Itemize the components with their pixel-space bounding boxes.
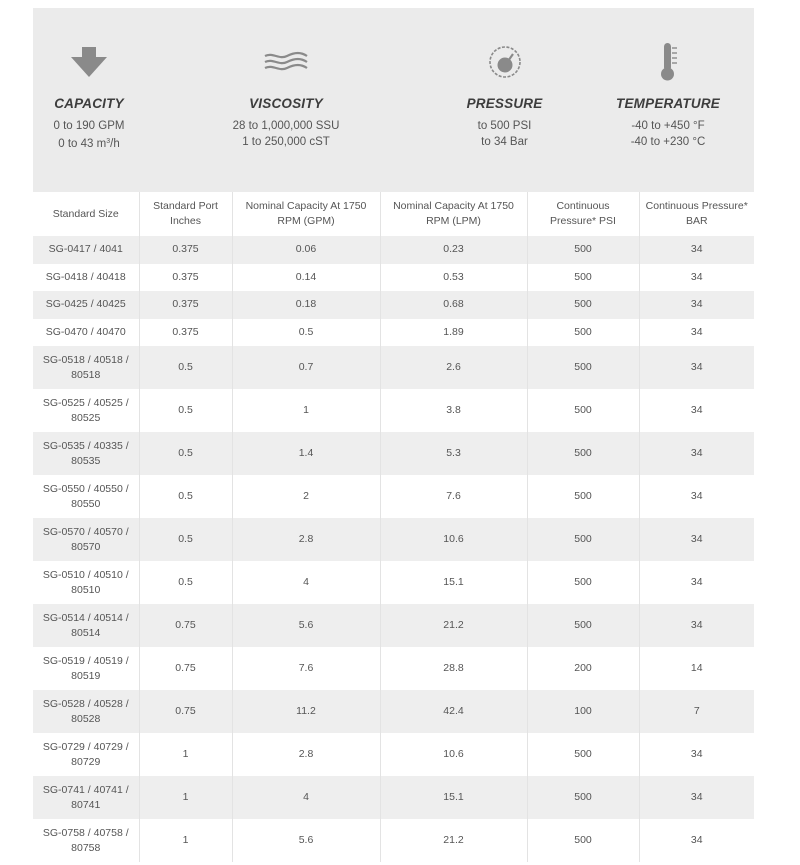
cell-lpm: 0.53	[380, 264, 527, 292]
cell-psi: 500	[527, 319, 639, 347]
table-row	[33, 604, 754, 647]
table-row	[33, 264, 754, 292]
cell-gpm: 4	[232, 776, 380, 819]
cell-size: SG-0510 / 40510 / 80510	[33, 561, 139, 604]
cell-size: SG-0418 / 40418	[33, 264, 139, 292]
cell-size: SG-0729 / 40729 / 80729	[33, 733, 139, 776]
header-pressure-psi: Continuous Pressure* PSI	[527, 192, 639, 236]
cell-bar: 34	[639, 319, 754, 347]
cell-lpm: 10.6	[380, 518, 527, 561]
cell-lpm: 0.68	[380, 291, 527, 319]
spec-value: 0 to 190 GPM	[53, 120, 125, 132]
spec-value: 28 to 1,000,000 SSU	[232, 120, 340, 132]
cell-size: SG-0514 / 40514 / 80514	[33, 604, 139, 647]
table-row	[33, 561, 754, 604]
product-specs	[33, 8, 754, 862]
table-header-row	[33, 192, 754, 236]
cell-psi: 500	[527, 604, 639, 647]
cell-gpm: 2.8	[232, 733, 380, 776]
table-row	[33, 319, 754, 347]
cell-psi: 500	[527, 264, 639, 292]
cell-port: 0.75	[139, 604, 232, 647]
cell-psi: 500	[527, 236, 639, 264]
header-capacity-lpm: Nominal Capacity At 1750 RPM (LPM)	[380, 192, 527, 236]
cell-size: SG-0470 / 40470	[33, 319, 139, 347]
cell-bar: 34	[639, 604, 754, 647]
cell-size: SG-0528 / 40528 / 80528	[33, 690, 139, 733]
spec-value: -40 to +230 °C	[630, 136, 706, 148]
table-row	[33, 389, 754, 432]
spec-title: TEMPERATURE	[616, 96, 720, 111]
cell-port: 0.375	[139, 264, 232, 292]
cell-gpm: 0.18	[232, 291, 380, 319]
cell-size: SG-0425 / 40425	[33, 291, 139, 319]
cell-gpm: 4	[232, 561, 380, 604]
cell-size: SG-0570 / 40570 / 80570	[33, 518, 139, 561]
cell-bar: 34	[639, 518, 754, 561]
spec-title: PRESSURE	[466, 96, 543, 111]
table-row	[33, 690, 754, 733]
cell-lpm: 21.2	[380, 819, 527, 862]
cell-port: 0.5	[139, 432, 232, 475]
specs-panel	[33, 8, 754, 192]
cell-size: SG-0518 / 40518 / 80518	[33, 346, 139, 389]
capacity-icon	[33, 40, 145, 84]
cell-bar: 34	[639, 389, 754, 432]
cell-size: SG-0535 / 40335 / 80535	[33, 432, 139, 475]
header-pressure-bar: Continuous Pressure* BAR	[639, 192, 754, 236]
cell-lpm: 15.1	[380, 561, 527, 604]
cell-gpm: 5.6	[232, 819, 380, 862]
cell-bar: 34	[639, 475, 754, 518]
cell-port: 1	[139, 819, 232, 862]
cell-gpm: 11.2	[232, 690, 380, 733]
spec-title: CAPACITY	[54, 96, 124, 111]
table-row	[33, 346, 754, 389]
cell-gpm: 1.4	[232, 432, 380, 475]
cell-bar: 34	[639, 561, 754, 604]
cell-psi: 500	[527, 561, 639, 604]
spec-value: 1 to 250,000 cST	[242, 136, 330, 148]
spec-capacity	[33, 8, 145, 192]
cell-lpm: 0.23	[380, 236, 527, 264]
cell-gpm: 1	[232, 389, 380, 432]
header-standard-size: Standard Size	[33, 192, 139, 236]
cell-port: 1	[139, 733, 232, 776]
cell-lpm: 15.1	[380, 776, 527, 819]
cell-lpm: 1.89	[380, 319, 527, 347]
cell-port: 0.375	[139, 236, 232, 264]
cell-psi: 500	[527, 291, 639, 319]
header-standard-port: Standard Port Inches	[139, 192, 232, 236]
table-row	[33, 819, 754, 862]
cell-psi: 500	[527, 518, 639, 561]
table-row	[33, 475, 754, 518]
cell-size: SG-0758 / 40758 / 80758	[33, 819, 139, 862]
table-row	[33, 647, 754, 690]
cell-bar: 34	[639, 733, 754, 776]
cell-lpm: 2.6	[380, 346, 527, 389]
header-capacity-gpm: Nominal Capacity At 1750 RPM (GPM)	[232, 192, 380, 236]
spec-value: -40 to +450 °F	[631, 120, 705, 132]
cell-gpm: 0.7	[232, 346, 380, 389]
cell-bar: 34	[639, 432, 754, 475]
cell-port: 0.75	[139, 690, 232, 733]
cell-port: 0.375	[139, 319, 232, 347]
cell-port: 0.5	[139, 346, 232, 389]
spec-value: to 500 PSI	[477, 120, 532, 132]
cell-psi: 500	[527, 389, 639, 432]
cell-size: SG-0519 / 40519 / 80519	[33, 647, 139, 690]
cell-bar: 34	[639, 236, 754, 264]
pressure-gauge-icon	[427, 40, 582, 84]
cell-psi: 500	[527, 733, 639, 776]
cell-gpm: 2	[232, 475, 380, 518]
cell-gpm: 0.06	[232, 236, 380, 264]
cell-lpm: 21.2	[380, 604, 527, 647]
viscosity-wave-icon	[145, 40, 427, 84]
table-row	[33, 236, 754, 264]
cell-gpm: 0.14	[232, 264, 380, 292]
cell-lpm: 10.6	[380, 733, 527, 776]
cell-psi: 500	[527, 475, 639, 518]
cell-port: 0.5	[139, 518, 232, 561]
cell-psi: 100	[527, 690, 639, 733]
cell-port: 0.75	[139, 647, 232, 690]
cell-lpm: 28.8	[380, 647, 527, 690]
table-row	[33, 291, 754, 319]
cell-bar: 34	[639, 291, 754, 319]
spec-title: VISCOSITY	[249, 96, 323, 111]
cell-bar: 34	[639, 346, 754, 389]
thermometer-icon	[582, 40, 754, 84]
cell-psi: 500	[527, 776, 639, 819]
spec-value: to 34 Bar	[481, 136, 528, 148]
cell-lpm: 5.3	[380, 432, 527, 475]
spec-viscosity	[145, 8, 427, 192]
cell-size: SG-0741 / 40741 / 80741	[33, 776, 139, 819]
cell-bar: 34	[639, 264, 754, 292]
cell-port: 1	[139, 776, 232, 819]
cell-bar: 34	[639, 776, 754, 819]
table-row	[33, 733, 754, 776]
cell-port: 0.5	[139, 389, 232, 432]
cell-gpm: 2.8	[232, 518, 380, 561]
cell-size: SG-0550 / 40550 / 80550	[33, 475, 139, 518]
table-row	[33, 776, 754, 819]
cell-psi: 500	[527, 346, 639, 389]
table-row	[33, 518, 754, 561]
spec-value: 0 to 43 $m^3/h$	[58, 138, 120, 150]
table-row	[33, 432, 754, 475]
cell-lpm: 3.8	[380, 389, 527, 432]
cell-bar: 14	[639, 647, 754, 690]
cell-bar: 34	[639, 819, 754, 862]
cell-size: SG-0417 / 4041	[33, 236, 139, 264]
cell-psi: 200	[527, 647, 639, 690]
cell-psi: 500	[527, 432, 639, 475]
cell-psi: 500	[527, 819, 639, 862]
cell-port: 0.5	[139, 475, 232, 518]
spec-pressure	[427, 8, 582, 192]
cell-lpm: 42.4	[380, 690, 527, 733]
cell-gpm: 5.6	[232, 604, 380, 647]
cell-port: 0.5	[139, 561, 232, 604]
cell-gpm: 0.5	[232, 319, 380, 347]
spec-temperature	[582, 8, 754, 192]
pump-size-table	[33, 192, 754, 862]
cell-size: SG-0525 / 40525 / 80525	[33, 389, 139, 432]
cell-port: 0.375	[139, 291, 232, 319]
cell-lpm: 7.6	[380, 475, 527, 518]
cell-gpm: 7.6	[232, 647, 380, 690]
cell-bar: 7	[639, 690, 754, 733]
